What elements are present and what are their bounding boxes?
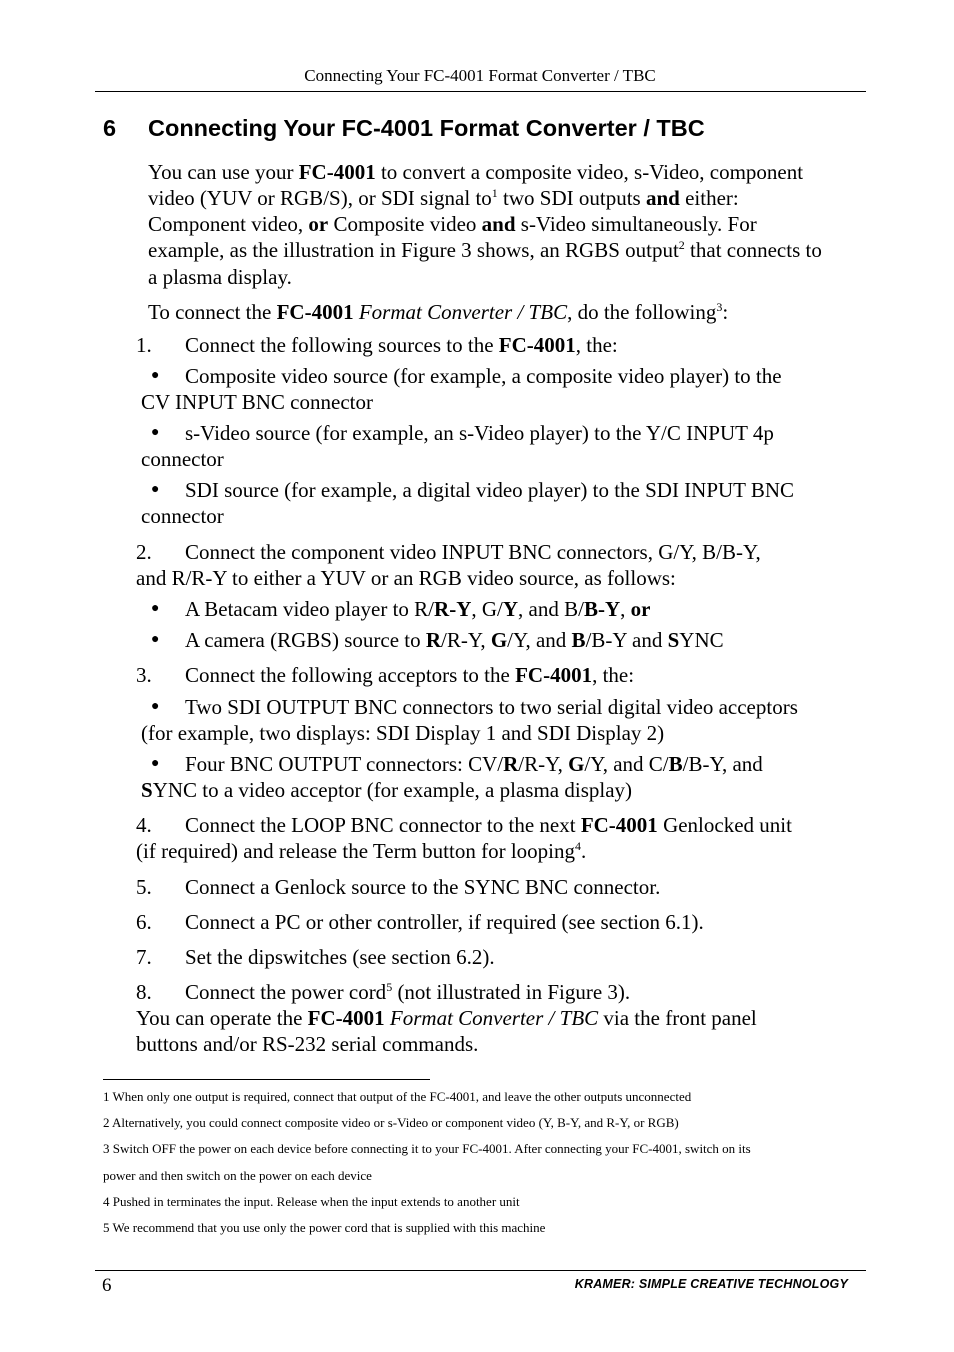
text-run: Connect the power cord [185,980,387,1004]
text-run: /Y, and [507,628,572,652]
text-run: example, as the illustration in Figure 3 shows, an RGBS output [148,238,679,262]
footer-rule [95,1270,866,1271]
closing-line-1 [136,1005,757,1031]
step-1-bullet-1-line-2: CV INPUT BNC connector [141,390,373,414]
step-1-bullet-1-line-1: Composite video source (for example, a composite video player) to the [185,364,782,388]
text-run: You can operate the [136,1006,308,1030]
intro-line-5: a plasma display. [148,265,292,289]
step-5-text: Connect a Genlock source to the SYNC BNC connector. [185,875,661,899]
text-run: : [722,300,729,324]
text-run: Genlocked unit [657,813,792,837]
step-6-text: Connect a PC or other controller, if required (see section 6.1). [185,910,704,934]
step-8-text [185,979,630,1005]
step-number: 2. [136,540,152,564]
product-description: Format Converter / TBC [358,300,568,324]
intro-line-4 [148,237,822,263]
text-run: , do the following [567,300,717,324]
step-number: 5. [136,875,152,899]
step-number: 7. [136,945,152,969]
footnote-ref[interactable]: 4 [575,839,581,853]
product-name: FC-4001 [515,663,593,687]
step-2-bullet-1 [185,596,650,622]
text-run: via the front panel [598,1006,757,1030]
footnote-5: 5 We recommend that you use only the power cord that is supplied with this machine [103,1220,546,1235]
text-run: A camera (RGBS) source to [185,628,426,652]
product-name: FC-4001 [276,300,354,324]
text-run: that connects to [684,238,822,262]
running-header: Connecting Your FC-4001 Format Converter / TBC [304,66,656,85]
text-run: , the: [575,333,618,357]
footnote-4: 4 Pushed in terminates the input. Release when the input extends to another unit [103,1194,520,1209]
step-7-text: Set the dipswitches (see section 6.2). [185,945,495,969]
emphasis: and [481,212,516,236]
text-run: You can use your [148,160,299,184]
text-run: , the: [592,663,635,687]
text-run: . [581,839,587,863]
step-3-text [185,662,634,688]
bullet-icon: ● [151,632,160,647]
footnote-ref[interactable]: 3 [716,300,723,314]
section-number: 6 [103,115,117,141]
text-run: Composite video [328,212,482,236]
emphasis: S [667,628,680,652]
step-3-bullet-2-line-1 [185,751,763,777]
step-1-bullet-2-line-1: s-Video source (for example, an s-Video player) to the Y/C INPUT 4p [185,421,774,445]
bullet-icon: ● [151,601,160,616]
text-run: /Y, and C/ [584,752,669,776]
text-run: /R-Y, [518,752,569,776]
text-run: A Betacam video player to R/ [185,597,435,621]
footnote-ref[interactable]: 2 [678,238,685,252]
step-2-line-1: Connect the component video INPUT BNC connectors, G/Y, B/B-Y, [185,540,761,564]
footnote-3-line-2: power and then switch on the power on each device [103,1168,372,1183]
text-run: Connect the following acceptors to the [185,663,516,687]
step-2-line-2: and R/R-Y to either a YUV or an RGB video source, as follows: [136,566,676,590]
section-title: Connecting Your FC-4001 Format Converter / TBC [148,115,705,141]
footnote-ref[interactable]: 1 [491,186,498,200]
text-run: s-Video simultaneously. For [515,212,757,236]
intro-line-3 [148,211,757,237]
emphasis: and [645,186,680,210]
emphasis: G [490,628,508,652]
text-run: Connect the LOOP BNC connector to the next [185,813,581,837]
intro-line-1 [148,159,803,185]
product-name: FC-4001 [498,333,576,357]
product-description: Format Converter / TBC [389,1006,599,1030]
section-heading [103,115,705,142]
header-rule [95,91,866,92]
bullet-icon: ● [151,368,160,383]
text-run: , [620,597,631,621]
text-run: (if required) and release the Term button for looping [136,839,575,863]
text-run: (not illustrated in Figure 3). [392,980,631,1004]
step-number: 8. [136,980,152,1004]
emphasis: R [503,752,519,776]
step-2-bullet-2 [185,627,724,653]
step-3-bullet-1-line-1: Two SDI OUTPUT BNC connectors to two serial digital video acceptors [185,695,798,719]
text-run: /B-Y and [585,628,668,652]
text-run: Four BNC OUTPUT connectors: CV/ [185,752,504,776]
emphasis: G [568,752,585,776]
emphasis: or [308,212,329,236]
bullet-icon: ● [151,482,160,497]
bullet-icon: ● [151,756,160,771]
footnote-2: 2 Alternatively, you could connect composite video or s-Video or component video (Y, B-Y, and R-Y, or RGB) [103,1115,679,1130]
step-3-bullet-1-line-2: (for example, two displays: SDI Display 1 and SDI Display 2) [141,721,665,745]
text-run: /R-Y, [441,628,491,652]
step-1-bullet-3-line-1: SDI source (for example, a digital video player) to the SDI INPUT BNC [185,478,795,502]
text-run: Connect the following sources to the [185,333,499,357]
emphasis: S [141,778,153,802]
step-number: 4. [136,813,152,837]
product-name: FC-4001 [307,1006,385,1030]
step-number: 3. [136,663,152,687]
text-run: either: [679,186,739,210]
text-run: /B-Y, and [682,752,763,776]
step-number: 6. [136,910,152,934]
text-run: video (YUV or RGB/S), or SDI signal to [148,186,492,210]
text-run: to convert a composite video, s-Video, component [375,160,804,184]
emphasis: Y [502,597,519,621]
step-1-bullet-3-line-2: connector [141,504,224,528]
footer-brand: KRAMER: SIMPLE CREATIVE TECHNOLOGY [574,1277,848,1291]
footnote-3-line-1: 3 Switch OFF the power on each device before connecting it to your FC-4001. After connecting your FC-4001, switch on its [103,1141,751,1156]
emphasis: R-Y [434,597,472,621]
emphasis: B [571,628,586,652]
bullet-icon: ● [151,699,160,714]
text-run: YNC to a video acceptor (for example, a plasma display) [152,778,633,802]
text-run: YNC [679,628,724,652]
product-name: FC-4001 [580,813,658,837]
step-1-bullet-2-line-2: connector [141,447,224,471]
step-number: 1. [136,333,152,357]
bullet-icon: ● [151,425,160,440]
text-run: two SDI outputs [497,186,646,210]
footnote-rule [103,1079,430,1080]
step-4-line-1 [185,812,792,838]
emphasis: B-Y [583,597,621,621]
step-1-text [185,332,618,358]
emphasis: or [630,597,651,621]
connect-intro [148,299,728,325]
step-3-bullet-2-line-2 [141,777,632,803]
text-run: , G/ [471,597,503,621]
intro-line-2 [148,185,739,211]
emphasis: R [425,628,442,652]
step-4-line-2 [136,838,586,864]
footnote-ref[interactable]: 5 [386,980,393,994]
text-run: Component video, [148,212,309,236]
footnote-1: 1 When only one output is required, connect that output of the FC-4001, and leave the other outputs unconnected [103,1089,692,1104]
text-run: , and B/ [518,597,584,621]
page-number: 6 [102,1275,112,1296]
product-name: FC-4001 [298,160,376,184]
text-run: To connect the [148,300,277,324]
closing-line-2: buttons and/or RS-232 serial commands. [136,1032,479,1056]
emphasis: B [668,752,683,776]
